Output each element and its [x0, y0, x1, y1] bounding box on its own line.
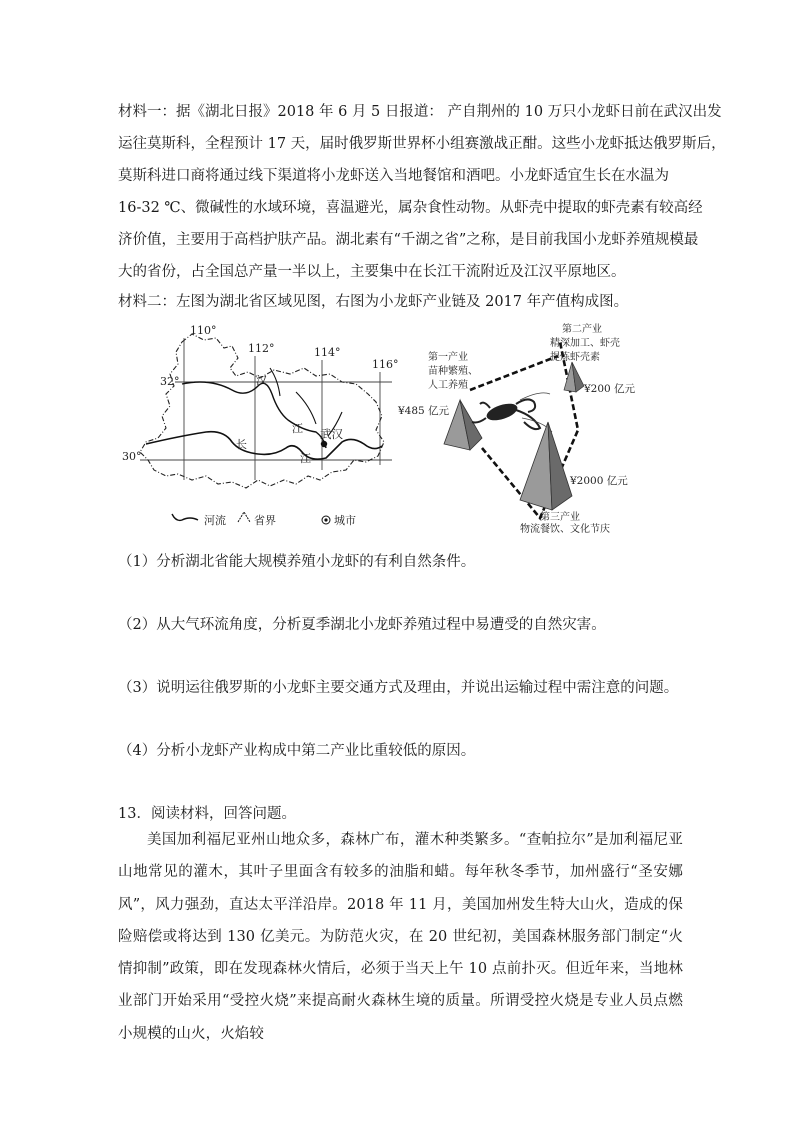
industry-chain-diagram — [397, 322, 636, 535]
question-13-body: 美国加利福尼亚州山地众多，森林广布，灌木种类繁多。“查帕拉尔”是加利福尼亚山地常见的灌木，其叶子里面含有较多的油脂和蜡。每年秋冬季节，加州盛行“圣安娜风”，风力强劲，直达太平洋沿岸。2018 年 11 月，美国加州发生特大山火，造成的保险赔偿或将达到 130 亿美元。为防范火灾，在 20 世纪初，美国森林服务部门制定“火情抑制”政策，即在发现森林火情后，必须于当天上午 10 点前扑灭。但近年来，当地林业部门开始采用“受控火烧”来提高耐火森林生境的质量。所谓受控火烧是专业人员点燃小规模的山火，火焰较 — [118, 832, 683, 1042]
province-border — [140, 334, 384, 488]
lon-label-112: 112° — [248, 342, 275, 355]
legend-river-label: 河流 — [204, 514, 226, 527]
question-13-heading: 13．阅读材料，回答问题。 — [118, 806, 296, 822]
figure-svg — [120, 320, 680, 536]
primary-title: 第一产业 — [428, 352, 468, 363]
material-one-line-4: 16-32 ℃、微碱性的水域环境，喜温避光，属杂食性动物。从虾壳中提取的虾壳素有较高经 — [118, 200, 703, 216]
secondary-title: 第二产业 — [562, 324, 602, 335]
figure — [120, 320, 680, 536]
secondary-line1: 精深加工、虾壳 — [550, 338, 620, 349]
lon-label-116: 116° — [372, 358, 399, 371]
river-branch — [270, 368, 342, 436]
question-2: （2）从大气环流角度，分析夏季湖北小龙虾养殖过程中易遭受的自然灾害。 — [118, 617, 606, 633]
secondary-value: ¥200 亿元 — [584, 383, 636, 395]
tertiary-value: ¥2000 亿元 — [570, 475, 628, 487]
lon-label-114: 114° — [314, 346, 341, 359]
chang-label: 长 — [236, 438, 247, 451]
chain-connector-top — [470, 356, 558, 390]
primary-line2: 人工养殖 — [428, 380, 468, 391]
material-one-line-6: 大的省份，占全国总产量一半以上，主要集中在长江干流附近及江汉平原地区。 — [118, 264, 626, 280]
material-one-line-5: 济价值，主要用于高档护肤产品。湖北素有“千湖之省”之称，是目前我国小龙虾养殖规模最 — [118, 232, 699, 248]
legend-river-icon — [172, 514, 198, 520]
lon-label-110: 110° — [190, 324, 217, 337]
secondary-line2: 提炼虾壳素 — [550, 352, 600, 363]
material-two: 材料二：左图为湖北省区域见图，右图为小龙虾产业链及 2017 年产值构成图。 — [118, 294, 629, 310]
question-3: （3）说明运往俄罗斯的小龙虾主要交通方式及理由，并说出运输过程中需注意的问题。 — [118, 680, 679, 696]
jiang-label-1: 江 — [292, 422, 303, 435]
question-4: （4）分析小龙虾产业构成中第二产业比重较低的原因。 — [118, 743, 476, 759]
legend-city-label: 城市 — [334, 514, 356, 527]
han-label: 汉 — [256, 374, 267, 387]
legend-border-icon — [238, 512, 250, 522]
jiang-label-2: 江 — [300, 452, 311, 465]
question-1: （1）分析湖北省能大规模养殖小龙虾的有利自然条件。 — [118, 554, 476, 570]
tertiary-title: 第三产业 — [540, 512, 580, 523]
wuhan-dot — [321, 441, 327, 447]
primary-line1: 苗种繁殖、 — [428, 366, 478, 377]
hubei-map — [122, 324, 399, 527]
material-one-line-2: 运往莫斯科，全程预计 17 天，届时俄罗斯世界杯小组赛激战正酣。这些小龙虾抵达俄罗斯后， — [118, 136, 726, 152]
han-river — [182, 382, 326, 448]
crayfish-image — [472, 393, 552, 432]
wuhan-label: 武汉 — [320, 427, 343, 441]
legend-border-label: 省界 — [254, 514, 276, 527]
lat-label-30: 30° — [122, 450, 142, 463]
tertiary-pyramid — [520, 422, 552, 510]
material-one-line-3: 莫斯科进口商将通过线下渠道将小龙虾送入当地餐馆和酒吧。小龙虾适宜生长在水温为 — [118, 168, 669, 184]
lat-label-32: 32° — [160, 375, 180, 388]
tertiary-line1: 物流餐饮、文化节庆 — [520, 524, 610, 535]
primary-value: ¥485 亿元 — [398, 405, 450, 417]
material-one-line-1: 材料一：据《湖北日报》2018 年 6 月 5 日报道： 产自荆州的 10 万只小龙虾日前在武汉出发 — [118, 104, 722, 120]
yangtze-river — [146, 432, 382, 459]
